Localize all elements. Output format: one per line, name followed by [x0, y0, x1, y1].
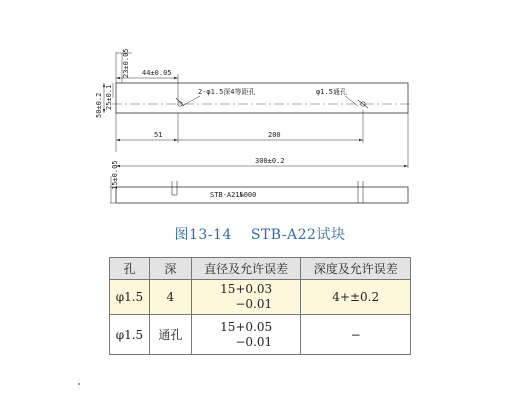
- hole-note-right: φ1.5通孔: [316, 88, 347, 96]
- block-top-view: [116, 83, 408, 113]
- dim-200: 200: [268, 131, 281, 139]
- cell-depth: 4: [149, 280, 191, 315]
- cell-hole: φ1.5: [110, 280, 150, 315]
- cell-diameter-tolerance: [191, 280, 301, 315]
- cell-diameter-tolerance: [191, 315, 301, 355]
- part-marking: STB-A21№000: [210, 191, 257, 199]
- hole-note-left: 2-φ1.5深4等距孔: [198, 88, 256, 96]
- dim-23: 23±0.05: [122, 48, 130, 78]
- diameter-lower-tolerance: −0.01: [235, 297, 273, 311]
- cell-depth-tolerance: −: [301, 315, 411, 355]
- dim-15: 15±0.05: [111, 160, 119, 190]
- dim-51: 51: [154, 131, 163, 139]
- table-row: [110, 280, 411, 315]
- table-row: [110, 315, 411, 355]
- diameter-lower-tolerance: −0.01: [235, 334, 273, 349]
- cell-hole: φ1.5: [110, 315, 150, 355]
- header-depth: 深: [149, 258, 191, 280]
- dim-50: 50±0.2: [95, 92, 103, 118]
- diameter-nominal: 15+0.05: [220, 319, 273, 334]
- cell-depth: 通孔: [149, 315, 191, 355]
- header-depth-tolerance: 深度及允许误差: [301, 258, 411, 280]
- figure-caption: [0, 224, 520, 244]
- header-diameter-tolerance: 直径及允许误差: [191, 258, 301, 280]
- dim-25: 25±0.1: [105, 84, 113, 110]
- figure-title: STB-A22试块: [250, 227, 346, 243]
- diameter-nominal: 15+0.03: [220, 282, 273, 296]
- cell-depth-tolerance: 4+±0.2: [301, 280, 411, 315]
- dim-44: 44±0.05: [142, 69, 172, 77]
- figure-number: 图13-14: [174, 227, 232, 243]
- header-hole: 孔: [110, 258, 150, 280]
- scan-dot: [78, 383, 80, 385]
- block-side-view: [116, 187, 408, 203]
- table-header-row: [110, 258, 411, 280]
- dim-300: 300±0.2: [255, 157, 285, 165]
- spec-table: [109, 257, 411, 355]
